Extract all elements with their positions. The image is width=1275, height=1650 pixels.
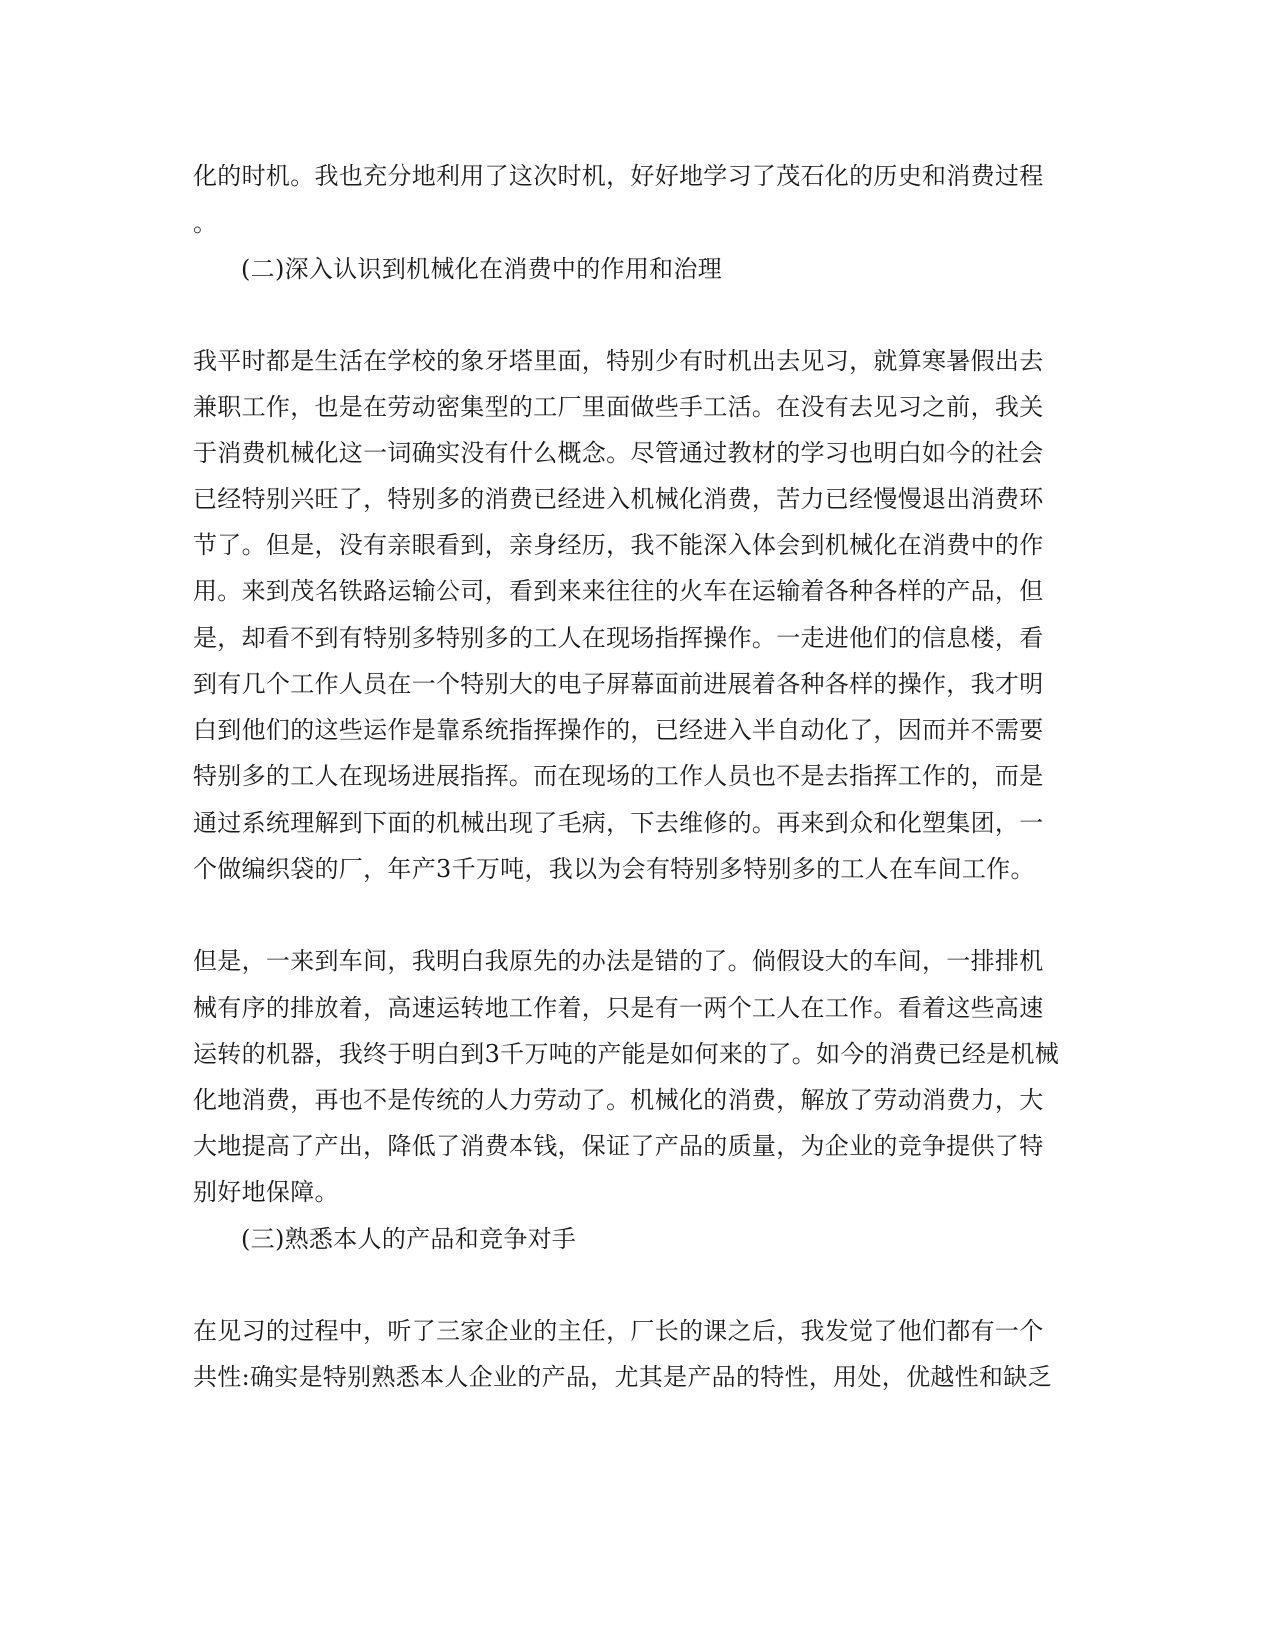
paragraph-line: 运转的机器，我终于明白到3千万吨的产能是如何来的了。如今的消费已经是机械 bbox=[193, 1040, 1060, 1068]
paragraph-line: 已经特别兴旺了，特别多的消费已经进入机械化消费，苦力已经慢慢退出消费环 bbox=[193, 485, 1044, 513]
paragraph-line: 于消费机械化这一词确实没有什么概念。尽管通过教材的学习也明白如今的社会 bbox=[193, 439, 1044, 467]
section-heading-2: (二)深入认识到机械化在消费中的作用和治理 bbox=[241, 255, 723, 283]
section-heading-3: (三)熟悉本人的产品和竞争对手 bbox=[241, 1225, 577, 1253]
paragraph-line: 大地提高了产出，降低了消费本钱，保证了产品的质量，为企业的竞争提供了特 bbox=[193, 1132, 1044, 1160]
paragraph-line: 械有序的排放着，高速运转地工作着，只是有一两个工人在工作。看着这些高速 bbox=[193, 994, 1044, 1022]
paragraph-line: 个做编织袋的厂，年产3千万吨，我以为会有特别多特别多的工人在车间工作。 bbox=[193, 855, 1035, 883]
paragraph-line: 我平时都是生活在学校的象牙塔里面，特别少有时机出去见习，就算寒暑假出去 bbox=[193, 347, 1044, 375]
paragraph-line: 通过系统理解到下面的机械出现了毛病，下去维修的。再来到众和化塑集团，一 bbox=[193, 809, 1044, 837]
paragraph-line: 节了。但是，没有亲眼看到，亲身经历，我不能深入体会到机械化在消费中的作 bbox=[193, 531, 1044, 559]
paragraph-line: 化地消费，再也不是传统的人力劳动了。机械化的消费，解放了劳动消费力，大 bbox=[193, 1086, 1044, 1114]
paragraph-line: 共性:确实是特别熟悉本人企业的产品，尤其是产品的特性，用处，优越性和缺乏 bbox=[193, 1363, 1052, 1391]
paragraph-line: 特别多的工人在现场进展指挥。而在现场的工作人员也不是去指挥工作的，而是 bbox=[193, 762, 1044, 790]
paragraph-line: 别好地保障。 bbox=[193, 1178, 339, 1206]
paragraph-line: 白到他们的这些运作是靠系统指挥操作的，已经进入半自动化了，因而并不需要 bbox=[193, 716, 1044, 744]
paragraph-line: 兼职工作，也是在劳动密集型的工厂里面做些手工活。在没有去见习之前，我关 bbox=[193, 393, 1044, 421]
paragraph-line: 但是，一来到车间，我明白我原先的办法是错的了。倘假设大的车间，一排排机 bbox=[193, 947, 1044, 975]
paragraph-line: 是，却看不到有特别多特别多的工人在现场指挥操作。一走进他们的信息楼，看 bbox=[193, 624, 1044, 652]
paragraph-line: 化的时机。我也充分地利用了这次时机，好好地学习了茂石化的历史和消费过程 bbox=[193, 162, 1044, 190]
paragraph-line: 在见习的过程中，听了三家企业的主任，厂长的课之后，我发觉了他们都有一个 bbox=[193, 1317, 1044, 1345]
paragraph-line: 到有几个工作人员在一个特别大的电子屏幕面前进展着各种各样的操作，我才明 bbox=[193, 670, 1044, 698]
paragraph-line: 。 bbox=[193, 209, 218, 237]
paragraph-line: 用。来到茂名铁路运输公司，看到来来往往的火车在运输着各种各样的产品，但 bbox=[193, 577, 1044, 605]
